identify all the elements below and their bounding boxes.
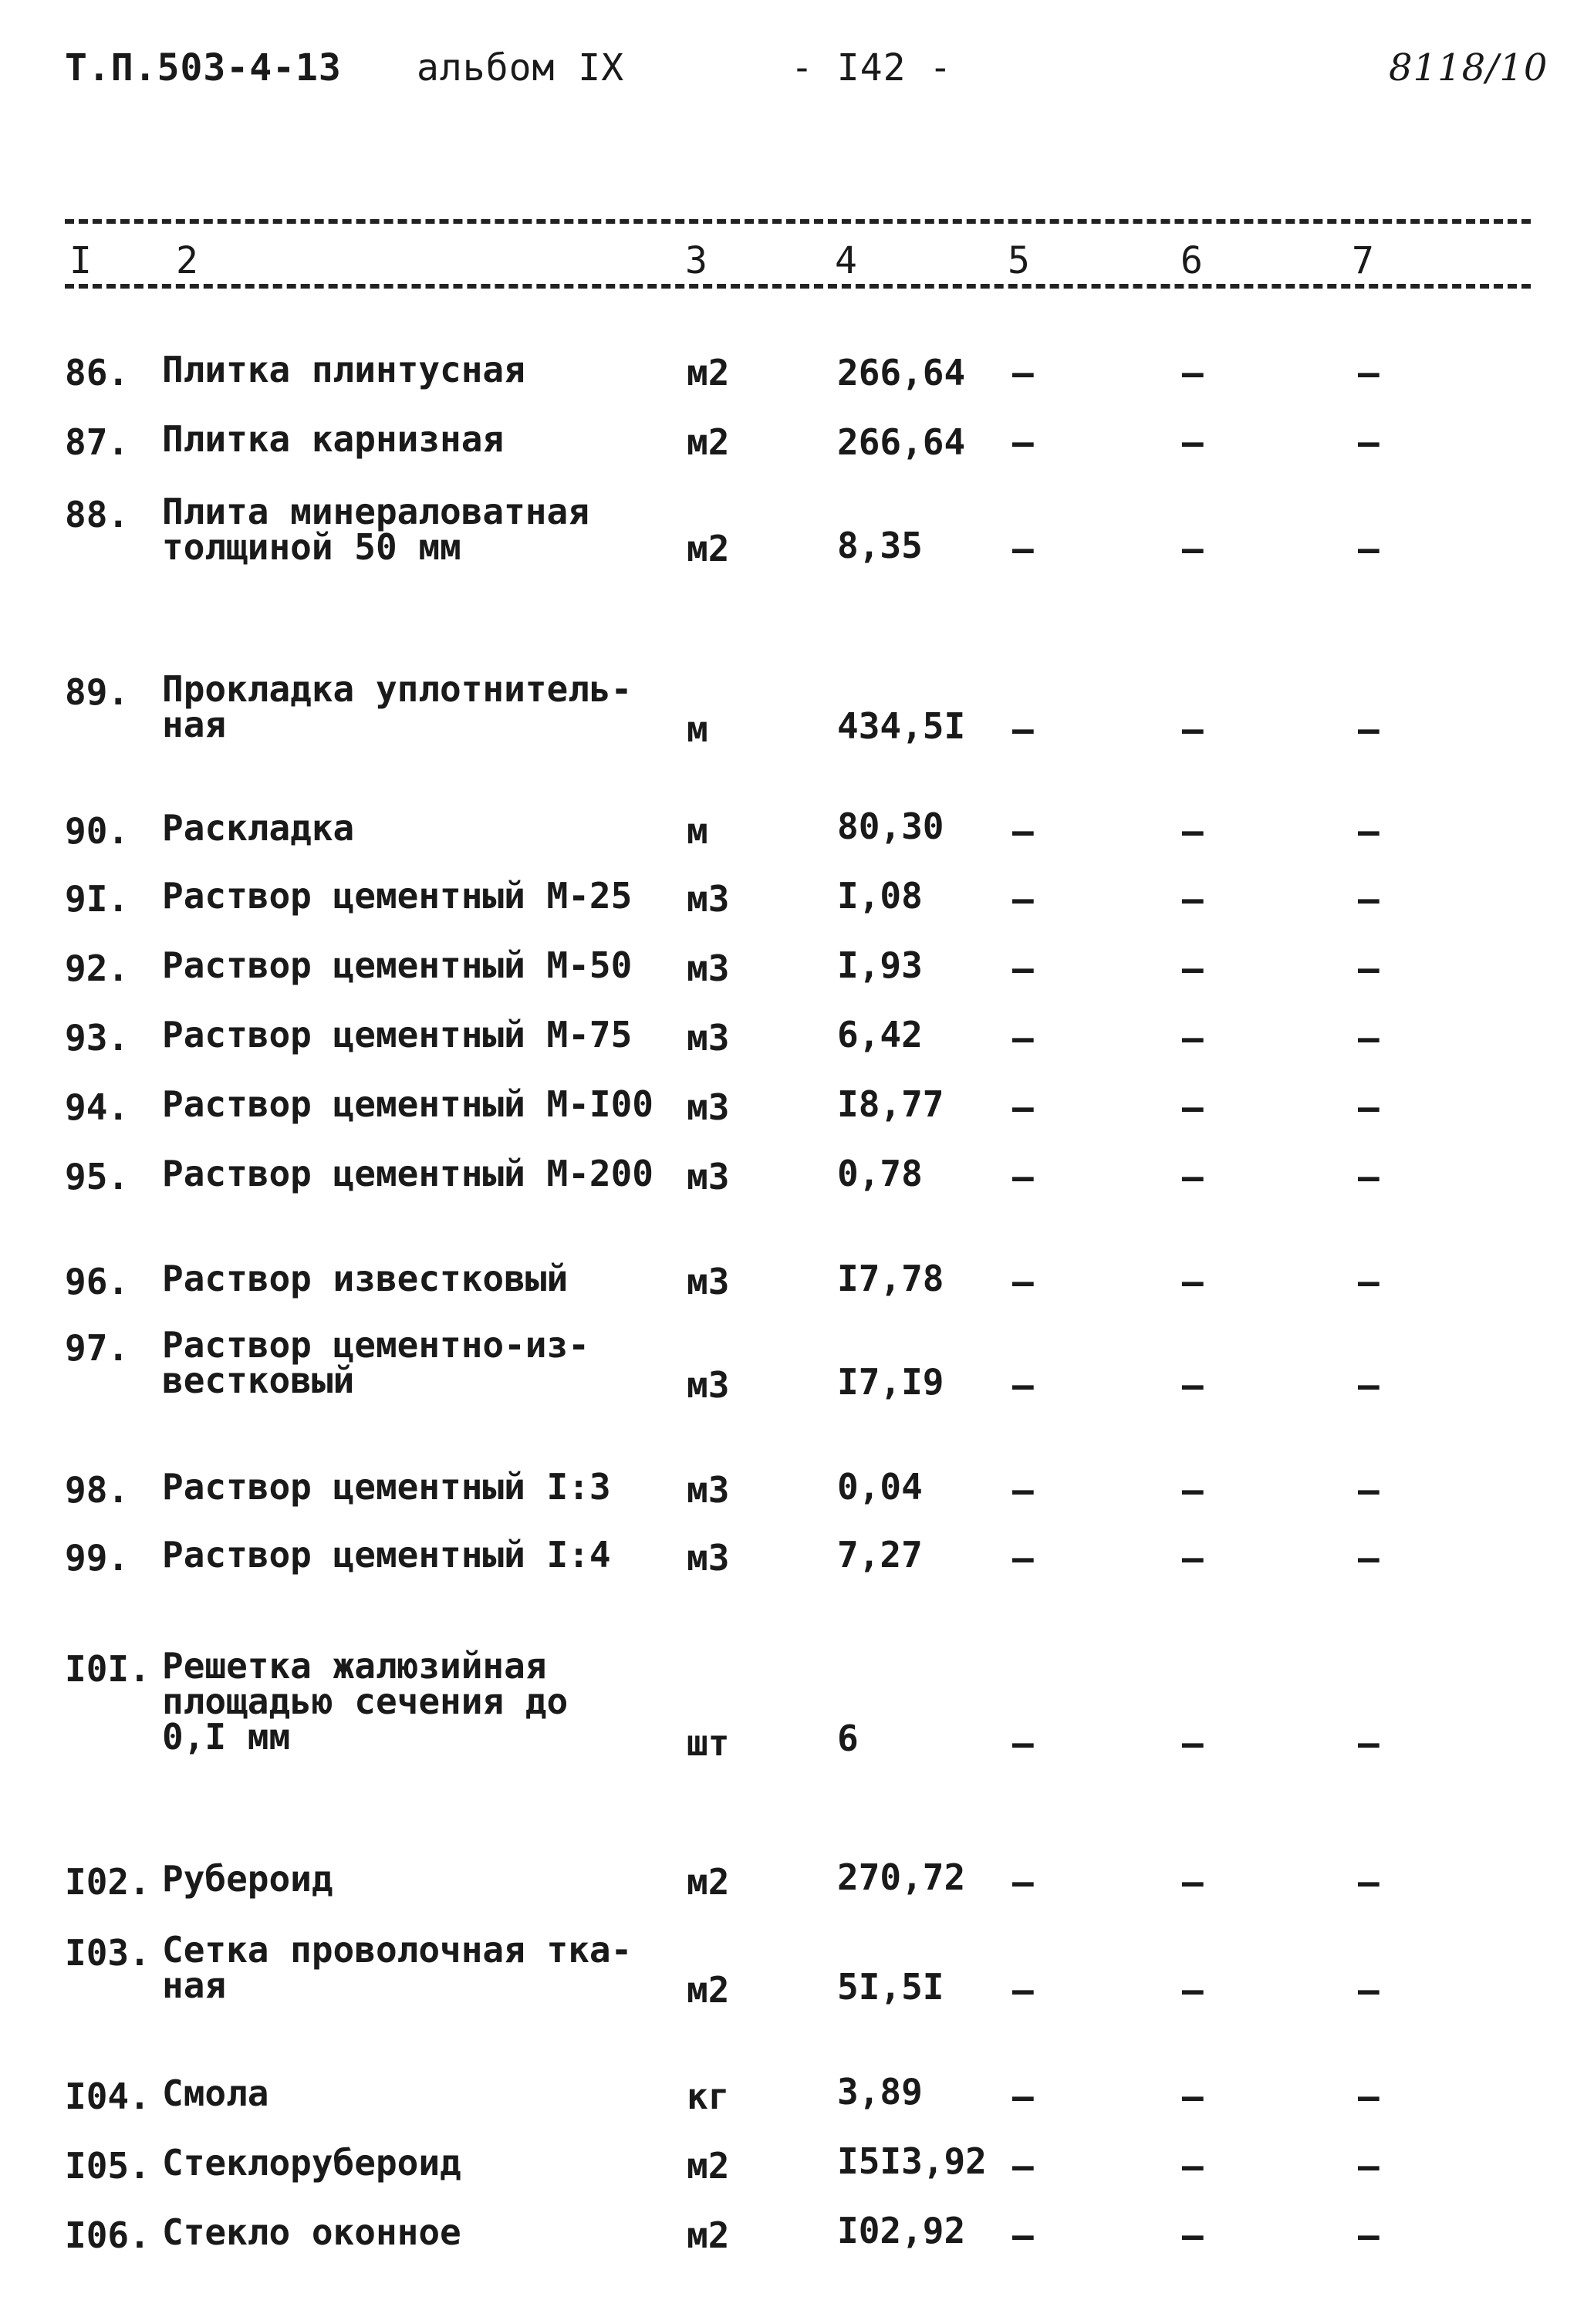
row-quantity: 266,64 — [837, 352, 966, 394]
page-number: - I42 - — [791, 46, 953, 90]
row-col7: – — [1358, 1969, 1380, 2011]
row-quantity: 5I,5I — [837, 1966, 944, 2008]
row-quantity: I,93 — [837, 944, 923, 986]
row-name: Раствор цементный М-I00 — [162, 1083, 653, 1125]
row-quantity: 80,30 — [837, 806, 944, 847]
row-number: 93. — [65, 1017, 130, 1059]
row-unit: м3 — [687, 878, 730, 920]
row-quantity: 6,42 — [837, 1014, 923, 1056]
row-col7: – — [1358, 708, 1380, 750]
row-col6: – — [1182, 528, 1204, 569]
row-unit: м3 — [687, 1156, 730, 1197]
row-number: 96. — [65, 1261, 130, 1302]
row-unit: м — [687, 708, 708, 750]
row-name: Плитка карнизная — [162, 418, 505, 460]
row-unit: м3 — [687, 1469, 730, 1511]
row-col5: – — [1012, 1364, 1034, 1406]
row-number: I05. — [65, 2145, 150, 2187]
row-name: Плита минераловатная толщиной 50 мм — [162, 491, 589, 568]
row-col5: – — [1012, 2214, 1034, 2256]
row-number: I02. — [65, 1861, 150, 1903]
row-col5: – — [1012, 1261, 1034, 1302]
row-col6: – — [1182, 1261, 1204, 1302]
row-quantity: I02,92 — [837, 2210, 966, 2251]
row-col7: – — [1358, 528, 1380, 569]
row-name: Раствор цементный М-200 — [162, 1153, 653, 1194]
row-col5: – — [1012, 1537, 1034, 1579]
row-unit: м3 — [687, 948, 730, 989]
row-col7: – — [1358, 1086, 1380, 1128]
row-col5: – — [1012, 1017, 1034, 1059]
row-quantity: I7,78 — [837, 1258, 944, 1299]
row-col5: – — [1012, 948, 1034, 989]
row-col7: – — [1358, 2145, 1380, 2187]
row-number: 98. — [65, 1469, 130, 1511]
sheet-code: 8118/10 — [1389, 46, 1548, 90]
row-col7: – — [1358, 878, 1380, 920]
row-quantity: 270,72 — [837, 1856, 966, 1898]
row-col5: – — [1012, 421, 1034, 463]
row-number: 90. — [65, 810, 130, 852]
row-col7: – — [1358, 1156, 1380, 1197]
column-number: 7 — [1352, 239, 1374, 282]
row-col6: – — [1182, 2076, 1204, 2117]
row-name: Раствор цементный М-50 — [162, 944, 633, 986]
row-name: Раствор цементный М-75 — [162, 1014, 633, 1056]
row-unit: м2 — [687, 2214, 730, 2256]
row-name: Раствор цементный I:4 — [162, 1534, 611, 1576]
row-col7: – — [1358, 810, 1380, 852]
row-name: Раствор цементный М-25 — [162, 875, 633, 917]
row-col7: – — [1358, 1537, 1380, 1579]
row-name: Раствор цементный I:3 — [162, 1466, 611, 1508]
column-number: 3 — [685, 239, 708, 282]
row-number: 92. — [65, 948, 130, 989]
column-number: 2 — [176, 239, 198, 282]
row-col6: – — [1182, 2145, 1204, 2187]
row-number: 9I. — [65, 878, 130, 920]
table-top-rule — [65, 219, 1531, 224]
row-col7: – — [1358, 1364, 1380, 1406]
row-col7: – — [1358, 2214, 1380, 2256]
row-quantity: 6 — [837, 1718, 859, 1759]
row-col6: – — [1182, 421, 1204, 463]
row-col7: – — [1358, 1017, 1380, 1059]
row-col6: – — [1182, 1086, 1204, 1128]
row-unit: м2 — [687, 352, 730, 394]
row-col6: – — [1182, 2214, 1204, 2256]
row-col6: – — [1182, 878, 1204, 920]
row-col7: – — [1358, 1469, 1380, 1511]
row-number: I06. — [65, 2214, 150, 2256]
row-unit: м2 — [687, 2145, 730, 2187]
row-col5: – — [1012, 2145, 1034, 2187]
row-quantity: 8,35 — [837, 525, 923, 566]
row-col7: – — [1358, 352, 1380, 394]
row-number: I03. — [65, 1932, 150, 1974]
row-quantity: I8,77 — [837, 1083, 944, 1125]
row-quantity: 266,64 — [837, 421, 966, 463]
row-unit: м2 — [687, 1861, 730, 1903]
row-col6: – — [1182, 810, 1204, 852]
row-name: Рубероид — [162, 1858, 333, 1900]
row-quantity: 3,89 — [837, 2071, 923, 2113]
row-number: 95. — [65, 1156, 130, 1197]
row-number: 86. — [65, 352, 130, 394]
row-col6: – — [1182, 1156, 1204, 1197]
row-col6: – — [1182, 1969, 1204, 2011]
row-name: Смола — [162, 2072, 269, 2114]
row-col6: – — [1182, 1861, 1204, 1903]
row-col5: – — [1012, 878, 1034, 920]
row-col5: – — [1012, 1722, 1034, 1764]
row-number: 87. — [65, 421, 130, 463]
row-number: 94. — [65, 1086, 130, 1128]
column-number-row — [0, 239, 1594, 285]
row-name: Раскладка — [162, 807, 355, 849]
row-unit: м3 — [687, 1261, 730, 1302]
row-unit: м2 — [687, 421, 730, 463]
row-quantity: I5I3,92 — [837, 2140, 987, 2182]
row-name: Сетка проволочная тка- ная — [162, 1929, 633, 2006]
row-col7: – — [1358, 421, 1380, 463]
row-name: Плитка плинтусная — [162, 349, 525, 390]
row-col5: – — [1012, 2076, 1034, 2117]
column-number: I — [69, 239, 92, 282]
row-quantity: 434,5I — [837, 705, 966, 747]
row-unit: м3 — [687, 1017, 730, 1059]
row-number: 88. — [65, 494, 130, 535]
row-quantity: 0,78 — [837, 1153, 923, 1194]
row-col6: – — [1182, 352, 1204, 394]
column-number: 5 — [1008, 239, 1030, 282]
row-name: Прокладка уплотнитель- ная — [162, 668, 633, 745]
row-col5: – — [1012, 528, 1034, 569]
row-col5: – — [1012, 1469, 1034, 1511]
row-col6: – — [1182, 1469, 1204, 1511]
row-name: Раствор цементно-из- вестковый — [162, 1324, 589, 1401]
row-col6: – — [1182, 708, 1204, 750]
row-name: Стекло оконное — [162, 2211, 461, 2253]
row-col5: – — [1012, 1086, 1034, 1128]
column-number: 6 — [1180, 239, 1203, 282]
row-number: 89. — [65, 671, 130, 713]
row-col6: – — [1182, 1722, 1204, 1764]
row-name: Стеклорубероид — [162, 2142, 461, 2184]
row-name: Решетка жалюзийная площадью сечения до 0,I мм — [162, 1645, 569, 1758]
row-unit: м3 — [687, 1364, 730, 1406]
row-col7: – — [1358, 948, 1380, 989]
album-label: альбом IX — [417, 46, 625, 90]
row-number: I0I. — [65, 1648, 150, 1690]
row-col5: – — [1012, 1156, 1034, 1197]
row-unit: шт — [687, 1722, 730, 1764]
row-unit: м3 — [687, 1537, 730, 1579]
row-quantity: I7,I9 — [837, 1361, 944, 1403]
table-header-rule — [65, 284, 1531, 289]
row-col6: – — [1182, 1364, 1204, 1406]
row-col5: – — [1012, 810, 1034, 852]
row-col7: – — [1358, 1861, 1380, 1903]
row-quantity: 7,27 — [837, 1534, 923, 1576]
row-unit: кг — [687, 2076, 730, 2117]
row-col7: – — [1358, 1261, 1380, 1302]
row-unit: м2 — [687, 528, 730, 569]
row-number: 99. — [65, 1537, 130, 1579]
row-col6: – — [1182, 1017, 1204, 1059]
document-code: Т.П.503-4-13 — [65, 46, 342, 90]
row-unit: м — [687, 810, 708, 852]
row-col7: – — [1358, 1722, 1380, 1764]
row-unit: м3 — [687, 1086, 730, 1128]
row-quantity: 0,04 — [837, 1466, 923, 1508]
row-col6: – — [1182, 948, 1204, 989]
row-unit: м2 — [687, 1969, 730, 2011]
row-col7: – — [1358, 2076, 1380, 2117]
row-name: Раствор известковый — [162, 1258, 569, 1299]
row-number: 97. — [65, 1327, 130, 1369]
row-col6: – — [1182, 1537, 1204, 1579]
row-col5: – — [1012, 1969, 1034, 2011]
row-number: I04. — [65, 2076, 150, 2117]
row-col5: – — [1012, 352, 1034, 394]
column-number: 4 — [835, 239, 857, 282]
row-quantity: I,08 — [837, 875, 923, 917]
row-col5: – — [1012, 708, 1034, 750]
row-col5: – — [1012, 1861, 1034, 1903]
